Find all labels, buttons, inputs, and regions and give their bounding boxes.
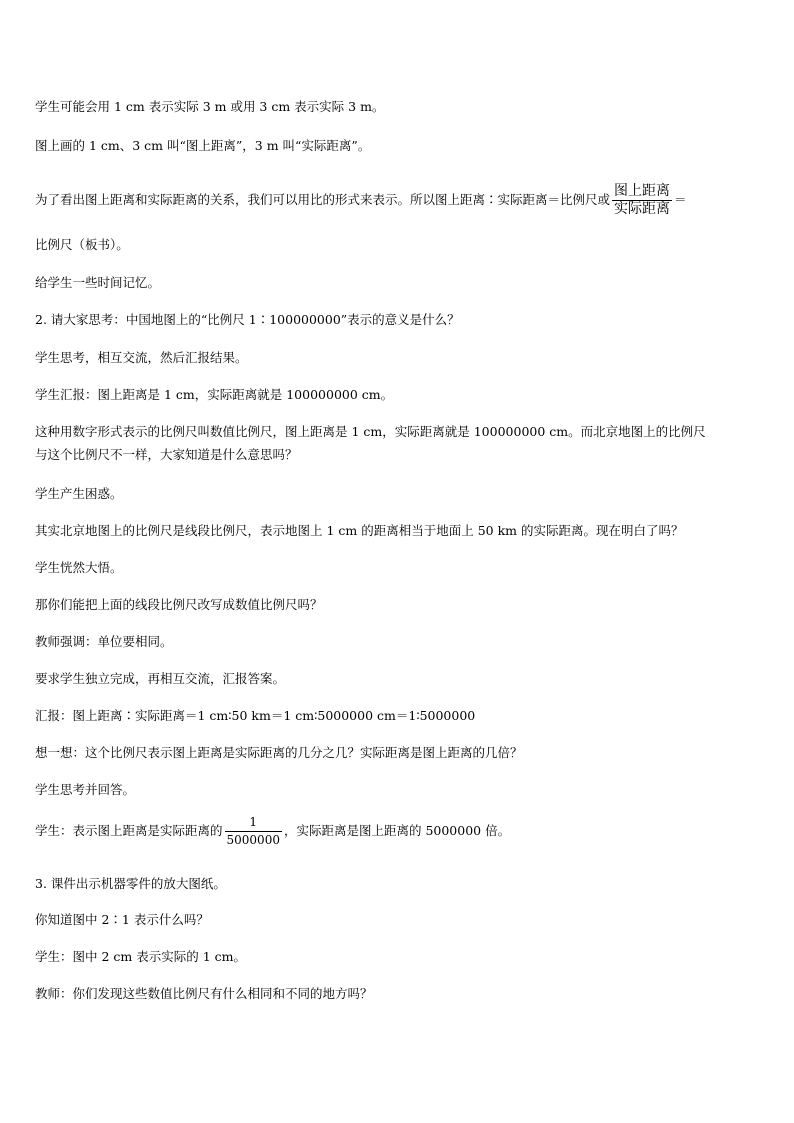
paragraph-line: 2. 请大家思考：中国地图上的“比例尺 1∶100000000”表示的意义是什么？ [35, 312, 460, 327]
paragraph-line: 这种用数字形式表示的比例尺叫数值比例尺，图上距离是 1 cm，实际距离就是 100000000 cm。而北京地图上的比例尺 [35, 424, 706, 439]
line-text-before: 为了看出图上距离和实际距离的关系，我们可以用比的形式来表示。所以图上距离∶实际距离＝比例尺或 [35, 192, 611, 207]
fraction-numerator: 1 [225, 814, 282, 832]
paragraph-line: 你知道图中 2∶1 表示什么吗？ [35, 912, 209, 927]
paragraph-line: 与这个比例尺不一样，大家知道是什么意思吗？ [35, 447, 298, 462]
paragraph-line: 学生产生困惑。 [35, 486, 123, 501]
paragraph-line: 学生可能会用 1 cm 表示实际 3 m 或用 3 cm 表示实际 3 m。 [35, 99, 385, 114]
paragraph-line: 比例尺（板书）。 [35, 237, 129, 252]
line-text-after: ，实际距离是图上距离的 5000000 倍。 [283, 823, 511, 838]
fraction [612, 183, 672, 218]
line-text-after: ＝ [674, 192, 687, 207]
paragraph-line: 学生恍然大悟。 [35, 560, 123, 575]
paragraph-line-with-fraction [35, 183, 687, 218]
fraction-denominator: 5000000 [226, 833, 280, 847]
paragraph-line: 图上画的 1 cm、3 cm 叫“图上距离”，3 m 叫“实际距离”。 [35, 138, 371, 153]
fraction [225, 814, 282, 849]
paragraph-line: 学生：图中 2 cm 表示实际的 1 cm。 [35, 949, 246, 964]
line-text-before: 学生：表示图上距离是实际距离的 [35, 823, 223, 838]
paragraph-line: 教师强调：单位要相同。 [35, 634, 173, 649]
paragraph-line: 要求学生独立完成，再相互交流，汇报答案。 [35, 671, 286, 686]
paragraph-line: 学生思考并回答。 [35, 782, 136, 797]
fraction-denominator: 实际距离 [614, 201, 671, 217]
fraction-numerator: 图上距离 [614, 183, 671, 199]
paragraph-line: 学生思考，相互交流，然后汇报结果。 [35, 350, 248, 365]
paragraph-line: 想一想：这个比例尺表示图上距离是实际距离的几分之几？实际距离是图上距离的几倍？ [35, 745, 523, 760]
paragraph-line: 3. 课件出示机器零件的放大图纸。 [35, 876, 226, 891]
paragraph-line: 那你们能把上面的线段比例尺改写成数值比例尺吗？ [35, 597, 323, 612]
paragraph-line: 汇报：图上距离∶实际距离＝1 cm∶50 km＝1 cm∶5000000 cm＝1∶5000000 [35, 708, 476, 723]
paragraph-line: 学生汇报：图上距离是 1 cm，实际距离就是 100000000 cm。 [35, 387, 394, 402]
paragraph-line: 教师：你们发现这些数值比例尺有什么相同和不同的地方吗？ [35, 986, 373, 1001]
paragraph-line: 其实北京地图上的比例尺是线段比例尺，表示地图上 1 cm 的距离相当于地面上 50 km 的实际距离。现在明白了吗？ [35, 523, 684, 538]
paragraph-line: 给学生一些时间记忆。 [35, 275, 161, 290]
paragraph-line-with-fraction [35, 814, 510, 849]
